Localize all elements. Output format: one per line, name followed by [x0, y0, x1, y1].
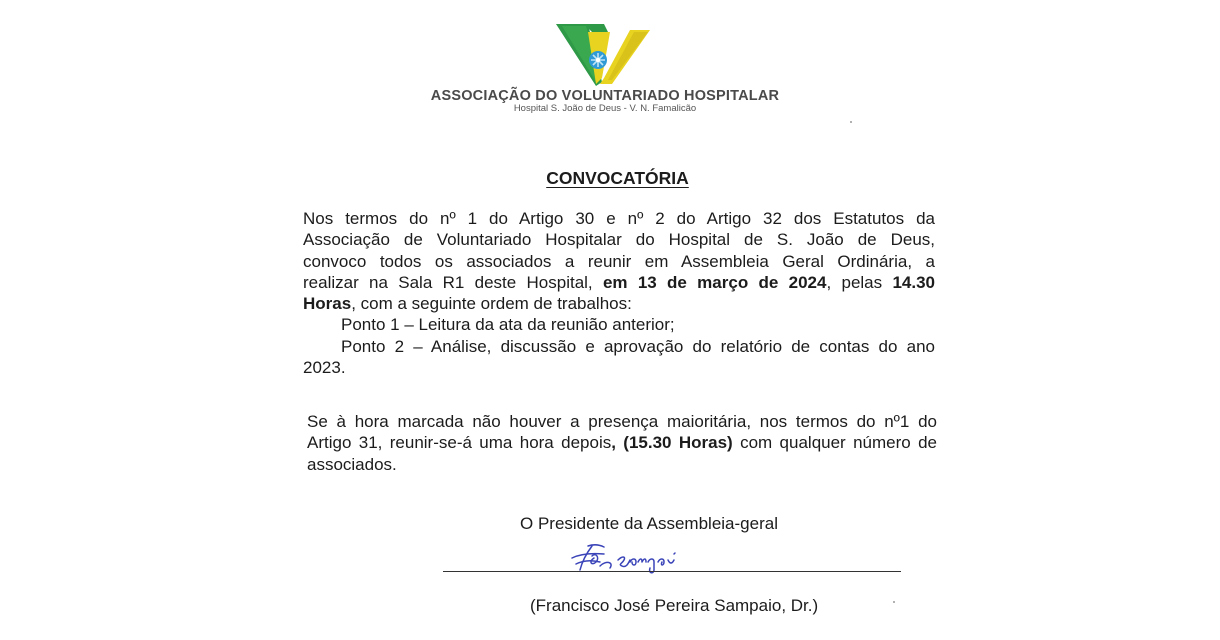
text-line: Associação de Voluntariado Hospitalar do Hospital de S. João de Deus,: [303, 230, 935, 250]
org-subtitle: Hospital S. João de Deus - V. N. Famalicão: [513, 103, 697, 114]
signatory-name: (Francisco José Pereira Sampaio, Dr.): [530, 596, 819, 615]
text-segment: , pelas: [826, 272, 893, 292]
text-segment: , com a seguinte ordem de trabalhos:: [351, 294, 632, 314]
text-line: associados.: [307, 454, 397, 474]
convocation-paragraph: [303, 208, 935, 378]
text-line: convoco todos os associados a reunir em Assembleia Geral Ordinária, a: [303, 251, 935, 271]
text-line: [307, 432, 937, 453]
scan-speck: [893, 601, 895, 603]
quorum-paragraph: [307, 411, 937, 475]
meeting-time-unit: Horas: [303, 294, 352, 314]
handwritten-signature: [570, 540, 700, 574]
org-name: ASSOCIAÇÃO DO VOLUNTARIADO HOSPITALAR: [430, 88, 780, 104]
agenda-item-2-continued: 2023.: [303, 358, 346, 378]
association-logo: [552, 22, 654, 88]
meeting-time: 14.30: [892, 272, 935, 292]
text-line: Nos termos do nº 1 do Artigo 30 e nº 2 do Artigo 32 dos Estatutos da: [303, 209, 935, 228]
agenda-item-2: Ponto 2 – Análise, discussão e aprovação do relatório de contas do ano: [341, 336, 935, 356]
text-line: [303, 272, 935, 293]
text-segment: realizar na Sala R1 deste Hospital,: [303, 272, 603, 292]
text-segment: com qualquer número de: [732, 433, 937, 453]
text-line: Se à hora marcada não houver a presença maioritária, nos termos do nº1 do: [307, 412, 937, 431]
president-role: O Presidente da Assembleia-geral: [520, 514, 778, 533]
meeting-date: em 13 de março de 2024: [602, 272, 827, 292]
text-segment: Artigo 31, reunir-se-á uma hora depois: [307, 433, 612, 453]
agenda-item-1: Ponto 1 – Leitura da ata da reunião anterior;: [341, 315, 675, 335]
document-title: CONVOCATÓRIA: [546, 168, 689, 188]
signature-line: [443, 571, 901, 572]
text-line: [303, 293, 935, 314]
scan-speck: [850, 121, 852, 123]
second-call-time: , (15.30 Horas): [611, 433, 733, 453]
